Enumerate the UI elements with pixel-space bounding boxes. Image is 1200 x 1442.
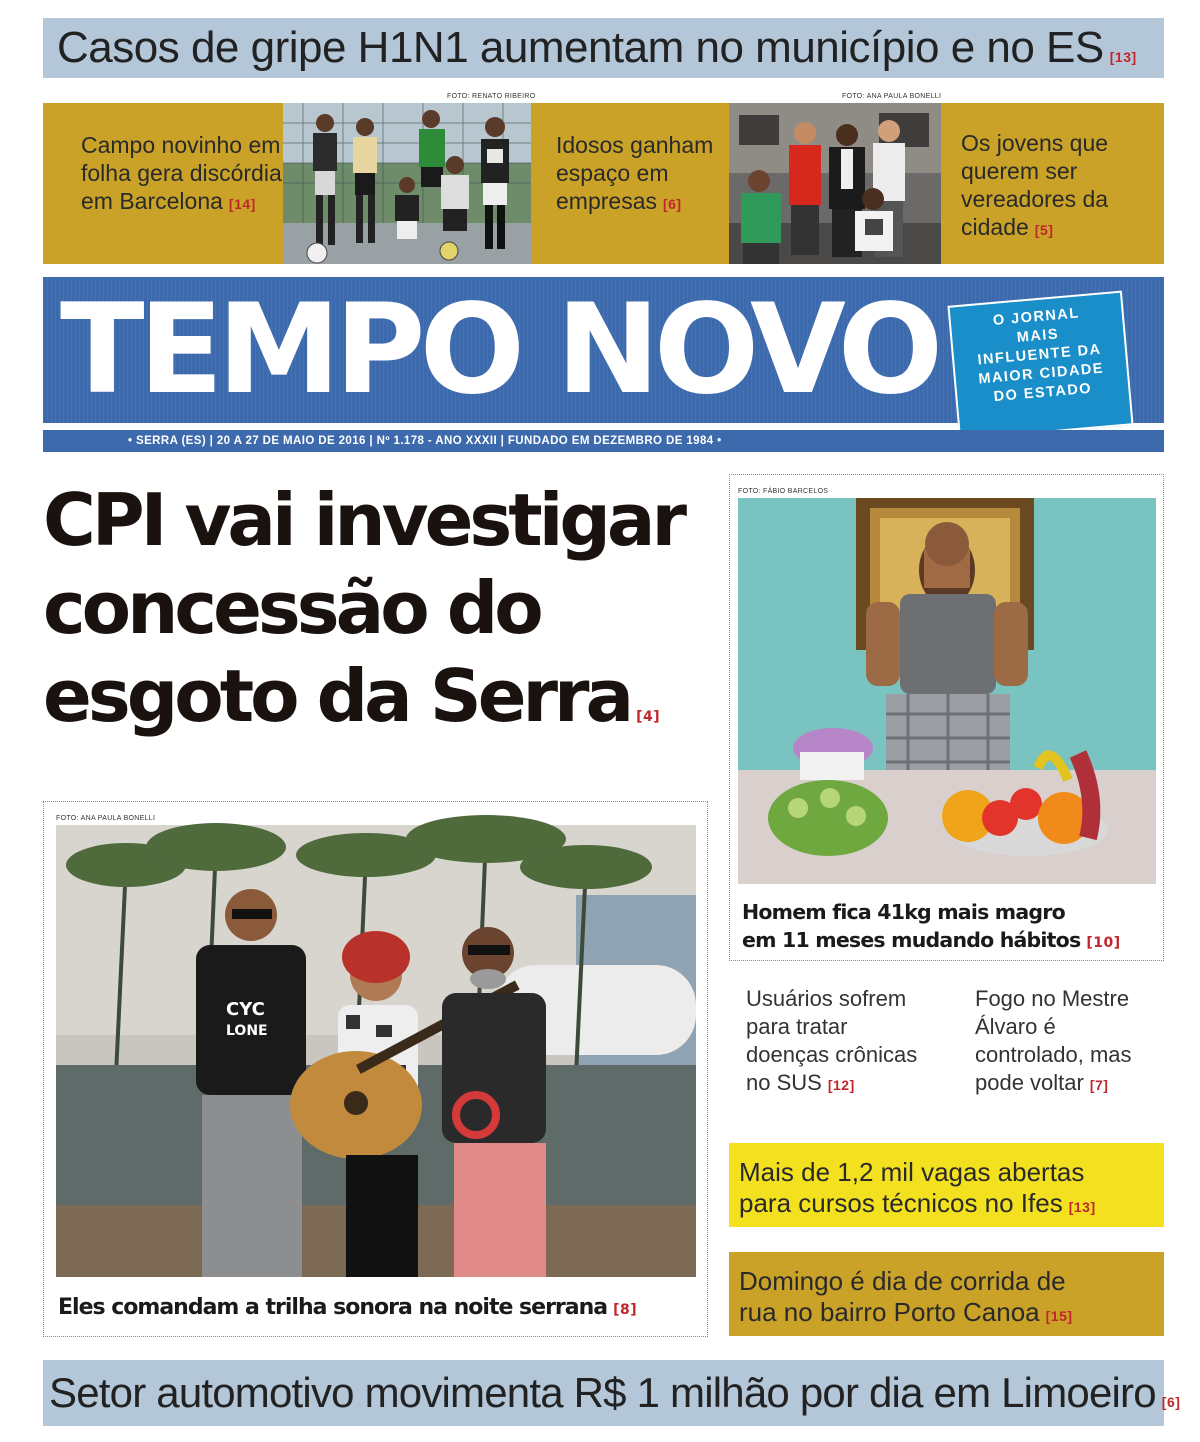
page-ref: [6]: [1161, 1394, 1181, 1410]
box-text: para cursos técnicos no Ifes: [739, 1188, 1063, 1218]
teaser-jovens[interactable]: [941, 103, 1164, 264]
band-shirt-text: LONE: [226, 1023, 268, 1039]
photo-credit: FOTO: FÁBIO BARCELOS: [738, 488, 829, 495]
teaser-idosos[interactable]: [531, 103, 729, 264]
page-ref: [7]: [1089, 1077, 1109, 1093]
band-shirt-text: CYC: [226, 999, 265, 1020]
top-banner-text: Casos de gripe H1N1 aumentam no município e no ES: [57, 23, 1104, 72]
teaser-text: Os jovens que querem ser vereadores da cidade: [961, 130, 1109, 240]
corrida-box[interactable]: [729, 1252, 1164, 1336]
headline-line: concessão do: [43, 566, 540, 650]
badge-line: MAIS: [1016, 326, 1060, 346]
caption-line: [742, 926, 1121, 957]
teaser-barcelona[interactable]: [43, 103, 283, 264]
soccer-kids-photo: [283, 103, 531, 264]
box-line: Mais de 1,2 mil vagas abertas: [739, 1157, 1085, 1187]
box-line: Domingo é dia de corrida de: [739, 1266, 1066, 1296]
brief-text: Fogo no Mestre Álvaro é controlado, mas pode voltar: [975, 986, 1132, 1095]
page-ref: [12]: [827, 1077, 855, 1093]
page-ref: [10]: [1086, 935, 1121, 951]
page-ref: [14]: [228, 196, 256, 212]
headline-text: esgoto da Serra: [43, 654, 631, 738]
band-photo: [56, 825, 696, 1277]
brief-sus[interactable]: [746, 985, 926, 1099]
ifes-box[interactable]: [729, 1143, 1164, 1227]
caption-text: Eles comandam a trilha sonora na noite serrana: [58, 1295, 608, 1320]
fitness-caption: [742, 898, 1121, 957]
bottom-banner-text: Setor automotivo movimenta R$ 1 milhão por dia em Limoeiro: [49, 1369, 1156, 1416]
masthead-info-bar: • SERRA (ES) | 20 A 27 DE MAIO DE 2016 | Nº 1.178 - ANO XXXII | FUNDADO EM DEZEMBRO DE 1984 •: [43, 430, 1164, 452]
fitness-man-photo: [738, 498, 1156, 884]
badge-line: MAIOR CIDADE: [977, 360, 1105, 388]
photo-credit: FOTO: ANA PAULA BONELLI: [56, 815, 156, 822]
page-ref: [15]: [1045, 1308, 1073, 1324]
brief-fogo[interactable]: [975, 985, 1135, 1099]
young-candidates-photo: [729, 103, 941, 264]
masthead-badge: [947, 291, 1133, 441]
headline-line: CPI vai investigar: [43, 478, 684, 562]
band-caption: [58, 1293, 637, 1325]
page-ref: [5]: [1034, 222, 1054, 238]
badge-line: INFLUENTE DA: [976, 341, 1103, 369]
bottom-banner[interactable]: [43, 1360, 1181, 1426]
photo-credit: FOTO: RENATO RIBEIRO: [447, 93, 536, 100]
box-text: rua no bairro Porto Canoa: [739, 1297, 1040, 1327]
caption-text: em 11 meses mudando hábitos: [742, 928, 1081, 952]
page-ref: [6]: [662, 196, 682, 212]
photo-credit: FOTO: ANA PAULA BONELLI: [842, 93, 942, 100]
main-headline[interactable]: [43, 476, 723, 761]
headline-line: [43, 652, 723, 761]
top-banner[interactable]: [43, 18, 1164, 78]
teaser-text: Idosos ganham espaço em empresas: [556, 132, 714, 214]
page-ref: [4]: [636, 709, 661, 725]
box-line: [739, 1297, 1164, 1332]
brief-text: Usuários sofrem para tratar doenças crônicas no SUS: [746, 986, 918, 1095]
page-ref: [8]: [613, 1302, 638, 1318]
badge-line: O JORNAL: [992, 305, 1081, 329]
caption-line: Homem fica 41kg mais magro: [742, 900, 1065, 924]
masthead-title[interactable]: TEMPO NOVO: [60, 278, 938, 422]
teaser-text: Campo novinho em folha gera discórdia em Barcelona: [81, 132, 282, 214]
badge-line: DO ESTADO: [993, 380, 1093, 406]
page-ref: [13]: [1109, 49, 1137, 65]
page-ref: [13]: [1068, 1199, 1096, 1215]
box-line: [739, 1188, 1164, 1223]
